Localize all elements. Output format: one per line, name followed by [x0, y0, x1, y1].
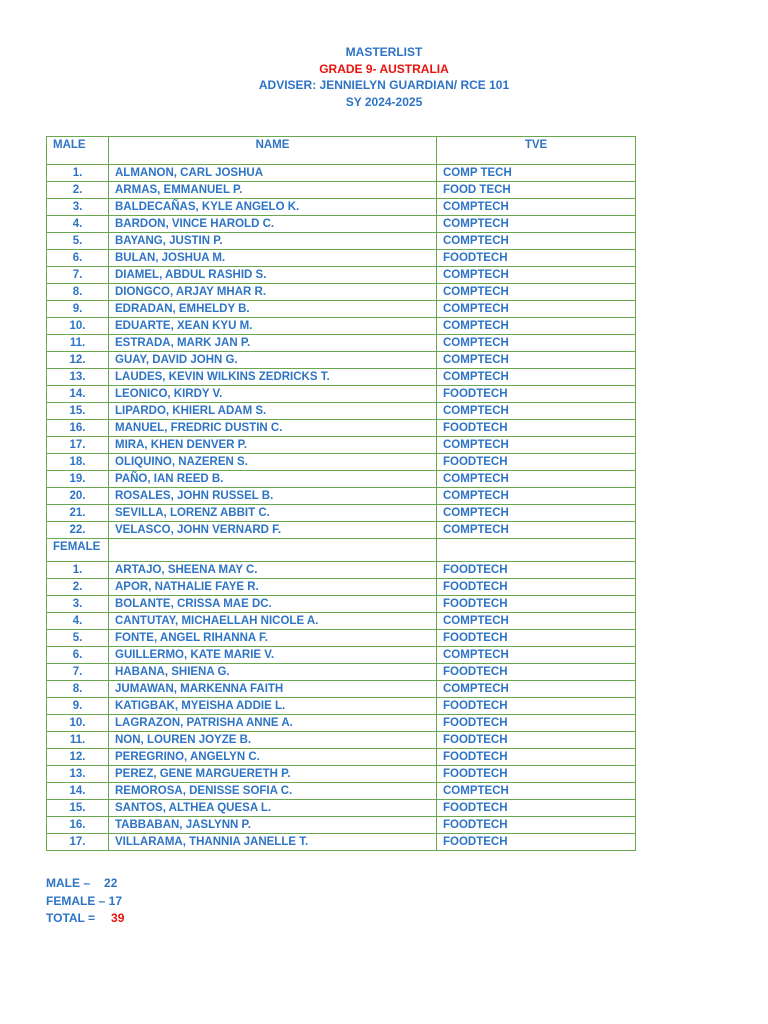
tve-track: FOODTECH: [437, 386, 636, 403]
table-row: [47, 216, 636, 233]
row-number: 1.: [47, 562, 109, 579]
tve-track: FOODTECH: [437, 698, 636, 715]
tve-track: COMPTECH: [437, 471, 636, 488]
table-row: [47, 250, 636, 267]
masterlist-table: [46, 136, 636, 851]
tve-track: FOODTECH: [437, 454, 636, 471]
tve-track: COMPTECH: [437, 369, 636, 386]
table-row: [47, 284, 636, 301]
table-row: [47, 800, 636, 817]
tve-track: COMPTECH: [437, 522, 636, 539]
table-row: [47, 386, 636, 403]
student-name: REMOROSA, DENISSE SOFIA C.: [109, 783, 437, 800]
row-number: 10.: [47, 318, 109, 335]
row-number: 15.: [47, 403, 109, 420]
row-number: 22.: [47, 522, 109, 539]
student-name: SEVILLA, LORENZ ABBIT C.: [109, 505, 437, 522]
row-number: 5.: [47, 233, 109, 250]
row-number: 16.: [47, 420, 109, 437]
student-name: PEREZ, GENE MARGUERETH P.: [109, 766, 437, 783]
column-header-name: NAME: [109, 137, 437, 165]
student-name: LAGRAZON, PATRISHA ANNE A.: [109, 715, 437, 732]
row-number: 4.: [47, 216, 109, 233]
row-number: 12.: [47, 352, 109, 369]
row-number: 6.: [47, 250, 109, 267]
row-number: 18.: [47, 454, 109, 471]
table-row: [47, 732, 636, 749]
student-name: ROSALES, JOHN RUSSEL B.: [109, 488, 437, 505]
table-row: [47, 318, 636, 335]
table-row: [47, 488, 636, 505]
female-rows: [47, 562, 636, 851]
tve-track: COMPTECH: [437, 613, 636, 630]
student-name: BALDECAÑAS, KYLE ANGELO K.: [109, 199, 437, 216]
student-name: BULAN, JOSHUA M.: [109, 250, 437, 267]
tve-track: COMPTECH: [437, 681, 636, 698]
row-number: 11.: [47, 335, 109, 352]
row-number: 17.: [47, 437, 109, 454]
student-name: DIONGCO, ARJAY MHAR R.: [109, 284, 437, 301]
tve-track: COMPTECH: [437, 233, 636, 250]
male-total-label: MALE –: [46, 876, 91, 890]
tve-track: FOOD TECH: [437, 182, 636, 199]
tve-track: COMPTECH: [437, 318, 636, 335]
table-row: [47, 596, 636, 613]
tve-track: FOODTECH: [437, 420, 636, 437]
table-row: [47, 647, 636, 664]
row-number: 1.: [47, 165, 109, 182]
row-number: 5.: [47, 630, 109, 647]
student-name: GUILLERMO, KATE MARIE V.: [109, 647, 437, 664]
tve-track: FOODTECH: [437, 800, 636, 817]
student-name: NON, LOUREN JOYZE B.: [109, 732, 437, 749]
table-row: [47, 630, 636, 647]
tve-track: COMPTECH: [437, 267, 636, 284]
row-number: 13.: [47, 766, 109, 783]
student-name: ARTAJO, SHEENA MAY C.: [109, 562, 437, 579]
student-name: LEONICO, KIRDY V.: [109, 386, 437, 403]
tve-track: FOODTECH: [437, 562, 636, 579]
tve-track: COMPTECH: [437, 199, 636, 216]
student-name: VILLARAMA, THANNIA JANELLE T.: [109, 834, 437, 851]
student-name: LIPARDO, KHIERL ADAM S.: [109, 403, 437, 420]
tve-track: COMPTECH: [437, 335, 636, 352]
table-row: [47, 664, 636, 681]
summary-block: [46, 875, 124, 928]
tve-track: FOODTECH: [437, 630, 636, 647]
tve-track: FOODTECH: [437, 579, 636, 596]
table-row: [47, 681, 636, 698]
table-row: [47, 522, 636, 539]
tve-track: COMPTECH: [437, 647, 636, 664]
row-number: 19.: [47, 471, 109, 488]
tve-track: COMPTECH: [437, 301, 636, 318]
school-year: SY 2024-2025: [345, 94, 423, 109]
table-row: [47, 199, 636, 216]
tve-track: FOODTECH: [437, 250, 636, 267]
table-row: [47, 817, 636, 834]
tve-track: FOODTECH: [437, 732, 636, 749]
row-number: 2.: [47, 182, 109, 199]
student-name: SANTOS, ALTHEA QUESA L.: [109, 800, 437, 817]
tve-track: FOODTECH: [437, 834, 636, 851]
table-row: [47, 454, 636, 471]
tve-track: FOODTECH: [437, 766, 636, 783]
tve-track: COMPTECH: [437, 216, 636, 233]
female-total-label: FEMALE – 17: [46, 893, 123, 908]
tve-track: COMPTECH: [437, 437, 636, 454]
table-row: [47, 715, 636, 732]
female-section-label: FEMALE: [47, 539, 109, 562]
row-number: 16.: [47, 817, 109, 834]
row-number: 13.: [47, 369, 109, 386]
column-header-tve: TVE: [437, 137, 636, 165]
student-name: OLIQUINO, NAZEREN S.: [109, 454, 437, 471]
male-total-value: 22: [104, 876, 118, 890]
table-row: [47, 579, 636, 596]
table-row: [47, 233, 636, 250]
student-name: EDRADAN, EMHELDY B.: [109, 301, 437, 318]
row-number: 14.: [47, 783, 109, 800]
table-row: [47, 165, 636, 182]
row-number: 10.: [47, 715, 109, 732]
student-name: KATIGBAK, MYEISHA ADDIE L.: [109, 698, 437, 715]
document-header: [0, 44, 768, 110]
row-number: 9.: [47, 301, 109, 318]
empty-cell: [109, 539, 437, 562]
student-name: VELASCO, JOHN VERNARD F.: [109, 522, 437, 539]
female-section: [47, 539, 636, 562]
female-section-row: [47, 539, 636, 562]
table-header-row: [47, 137, 636, 165]
row-number: 7.: [47, 664, 109, 681]
row-number: 9.: [47, 698, 109, 715]
table-row: [47, 766, 636, 783]
student-name: BARDON, VINCE HAROLD C.: [109, 216, 437, 233]
tve-track: COMPTECH: [437, 352, 636, 369]
grand-total-value: 39: [111, 911, 125, 925]
student-name: MIRA, KHEN DENVER P.: [109, 437, 437, 454]
student-name: ARMAS, EMMANUEL P.: [109, 182, 437, 199]
student-name: CANTUTAY, MICHAELLAH NICOLE A.: [109, 613, 437, 630]
table-row: [47, 562, 636, 579]
student-name: EDUARTE, XEAN KYU M.: [109, 318, 437, 335]
grand-total-row: [46, 910, 124, 928]
student-name: LAUDES, KEVIN WILKINS ZEDRICKS T.: [109, 369, 437, 386]
table-row: [47, 403, 636, 420]
student-name: PAÑO, IAN REED B.: [109, 471, 437, 488]
student-name: GUAY, DAVID JOHN G.: [109, 352, 437, 369]
tve-track: COMPTECH: [437, 505, 636, 522]
table-row: [47, 182, 636, 199]
row-number: 14.: [47, 386, 109, 403]
student-name: ALMANON, CARL JOSHUA: [109, 165, 437, 182]
female-total-row: [46, 893, 124, 911]
male-total-row: [46, 875, 124, 893]
row-number: 6.: [47, 647, 109, 664]
tve-track: FOODTECH: [437, 715, 636, 732]
student-name: FONTE, ANGEL RIHANNA F.: [109, 630, 437, 647]
table-row: [47, 301, 636, 318]
tve-track: COMPTECH: [437, 783, 636, 800]
document-title: MASTERLIST: [345, 45, 423, 59]
column-header-male: MALE: [47, 137, 109, 165]
student-name: BAYANG, JUSTIN P.: [109, 233, 437, 250]
student-name: ESTRADA, MARK JAN P.: [109, 335, 437, 352]
table-row: [47, 613, 636, 630]
row-number: 8.: [47, 284, 109, 301]
table-row: [47, 783, 636, 800]
table-row: [47, 369, 636, 386]
tve-track: COMPTECH: [437, 403, 636, 420]
row-number: 15.: [47, 800, 109, 817]
grand-total-label: TOTAL =: [46, 911, 96, 925]
row-number: 4.: [47, 613, 109, 630]
table-row: [47, 505, 636, 522]
student-name: APOR, NATHALIE FAYE R.: [109, 579, 437, 596]
row-number: 3.: [47, 596, 109, 613]
row-number: 11.: [47, 732, 109, 749]
table-row: [47, 420, 636, 437]
male-rows: [47, 165, 636, 539]
student-name: JUMAWAN, MARKENNA FAITH: [109, 681, 437, 698]
table-row: [47, 267, 636, 284]
table-row: [47, 749, 636, 766]
row-number: 7.: [47, 267, 109, 284]
tve-track: COMP TECH: [437, 165, 636, 182]
table-row: [47, 698, 636, 715]
row-number: 21.: [47, 505, 109, 522]
table-row: [47, 335, 636, 352]
adviser-line: ADVISER: JENNIELYN GUARDIAN/ RCE 101: [258, 78, 510, 92]
student-name: BOLANTE, CRISSA MAE DC.: [109, 596, 437, 613]
row-number: 17.: [47, 834, 109, 851]
table-row: [47, 834, 636, 851]
tve-track: FOODTECH: [437, 664, 636, 681]
tve-track: FOODTECH: [437, 817, 636, 834]
tve-track: FOODTECH: [437, 749, 636, 766]
row-number: 3.: [47, 199, 109, 216]
tve-track: COMPTECH: [437, 488, 636, 505]
table-row: [47, 352, 636, 369]
student-name: TABBABAN, JASLYNN P.: [109, 817, 437, 834]
grade-section: GRADE 9- AUSTRALIA: [319, 61, 449, 76]
empty-cell: [437, 539, 636, 562]
row-number: 8.: [47, 681, 109, 698]
student-name: MANUEL, FREDRIC DUSTIN C.: [109, 420, 437, 437]
table-row: [47, 437, 636, 454]
row-number: 12.: [47, 749, 109, 766]
tve-track: FOODTECH: [437, 596, 636, 613]
row-number: 2.: [47, 579, 109, 596]
student-name: HABANA, SHIENA G.: [109, 664, 437, 681]
tve-track: COMPTECH: [437, 284, 636, 301]
student-name: DIAMEL, ABDUL RASHID S.: [109, 267, 437, 284]
row-number: 20.: [47, 488, 109, 505]
table-row: [47, 471, 636, 488]
student-name: PEREGRINO, ANGELYN C.: [109, 749, 437, 766]
